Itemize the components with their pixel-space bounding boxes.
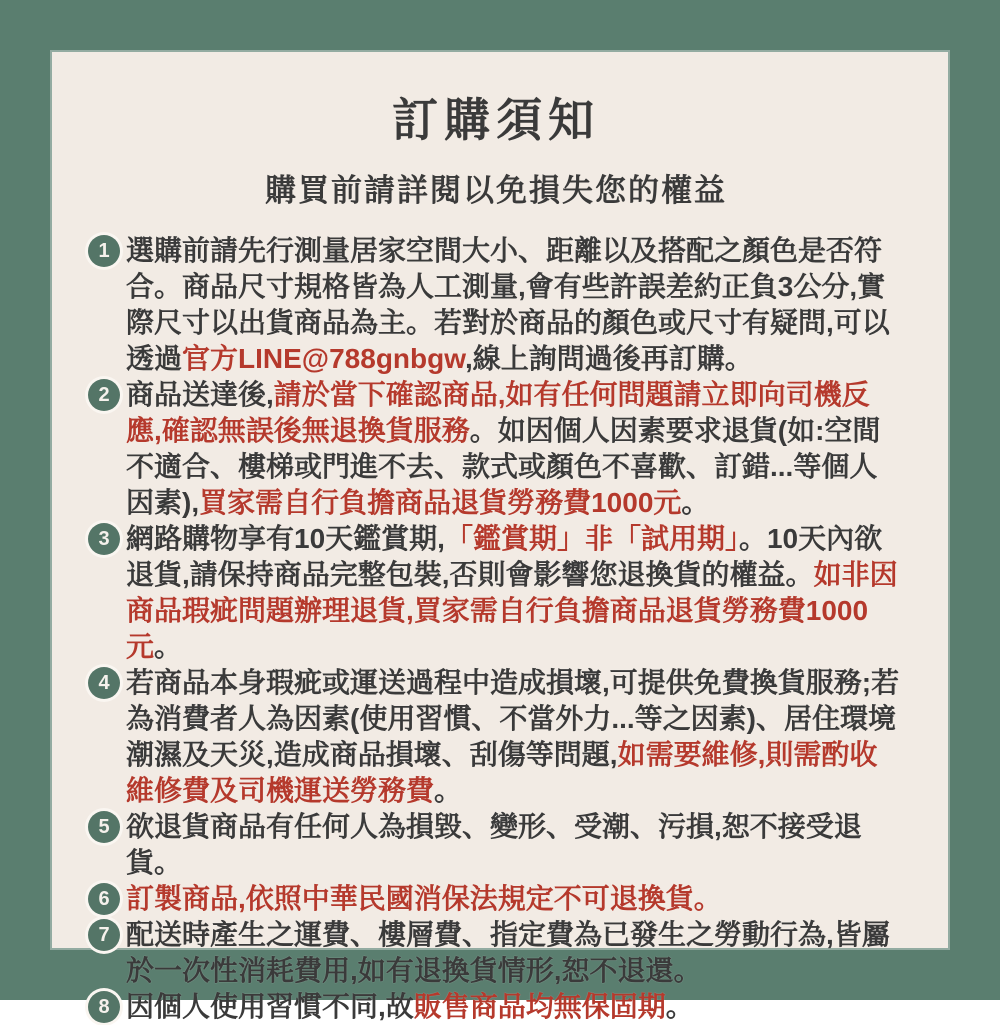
item-number-badge: 3 — [88, 523, 120, 555]
notice-panel — [52, 52, 948, 1022]
item-text-segment-red: 販售商品均無保固期 — [413, 991, 666, 1022]
item-text — [126, 233, 904, 377]
item-text-segment-red: 請於當下確認商品,如有任何問題請立即向司機反應,確認無誤後無退換貨服務 — [126, 379, 870, 446]
item-number-badge: 4 — [88, 667, 120, 699]
item-text-segment-dark: 選購前請先行測量居家空間大小、距離以及搭配之顏色是否符合。商品尺寸規格皆為人工測量,會有些許誤差約正負3公分,實際尺寸以出貨商品為主。若對於商品的顏色或尺寸有疑問,可以透過 — [126, 235, 890, 374]
list-item — [88, 809, 904, 881]
list-item — [88, 989, 904, 1025]
item-text-segment-dark: 。10天內欲退貨,請保持商品完整包裝,否則會影響您退換貨的權益。 — [126, 523, 883, 590]
notice-list — [88, 233, 904, 1025]
item-text — [126, 917, 904, 989]
item-text-segment-red: 如需要維修,則需酌收維修費及司機運送勞務費 — [126, 739, 878, 806]
item-text — [126, 809, 904, 881]
item-number-badge: 5 — [88, 811, 120, 843]
item-text-segment-dark: 。 — [681, 487, 710, 518]
item-text-segment-dark: 欲退貨商品有任何人為損毀、變形、受潮、污損,恕不接受退貨。 — [126, 811, 862, 878]
item-number-badge: 6 — [88, 883, 120, 915]
item-text-segment-red: 如非因商品瑕疵問題辦理退貨,買家需自行負擔商品退貨勞務費1000元 — [126, 559, 898, 662]
list-item — [88, 521, 904, 665]
item-text — [126, 989, 904, 1025]
list-item — [88, 917, 904, 989]
item-text-segment-dark: ,線上詢問過後再訂購。 — [464, 343, 753, 374]
list-item — [88, 881, 904, 917]
page-subtitle: 購買前請詳閱以免損失您的權益 — [265, 173, 727, 208]
item-text-segment-red: 買家需自行負擔商品退貨勞務費1000元 — [199, 487, 682, 518]
item-text — [126, 521, 904, 665]
list-item — [88, 233, 904, 377]
item-text — [126, 665, 904, 809]
item-text-segment-dark: 。 — [434, 775, 463, 806]
item-text-segment-red: 官方LINE@788gnbgw — [182, 343, 465, 374]
page-title: 訂購須知 — [392, 94, 600, 146]
item-text-segment-dark: 配送時產生之運費、樓層費、指定費為已發生之勞動行為,皆屬於一次性消耗費用,如有退換貨情形,恕不退還。 — [126, 919, 890, 986]
item-text-segment-red: 「鑑賞期」非「試用期」 — [444, 523, 739, 554]
item-text-segment-dark: 。如因個人因素要求退貨(如:空間不適合、樓梯或門進不去、款式或顏色不喜歡、訂錯...等個人因素), — [126, 415, 881, 518]
item-text-segment-dark: 商品送達後, — [126, 379, 274, 410]
item-number-badge: 2 — [88, 379, 120, 411]
item-text-segment-dark: 。 — [154, 631, 183, 662]
item-text-segment-dark: 。 — [665, 991, 694, 1022]
list-item — [88, 377, 904, 521]
list-item — [88, 665, 904, 809]
item-text — [126, 881, 904, 917]
item-number-badge: 1 — [88, 235, 120, 267]
item-text-segment-red: 訂製商品,依照中華民國消保法規定不可退換貨。 — [126, 883, 722, 914]
item-text — [126, 377, 904, 521]
item-text-segment-dark: 若商品本身瑕疵或運送過程中造成損壞,可提供免費換貨服務;若為消費者人為因素(使用習慣、不當外力...等之因素)、居住環境潮濕及天災,造成商品損壞、刮傷等問題, — [126, 667, 900, 770]
item-text-segment-dark: 網路購物享有10天鑑賞期, — [126, 523, 445, 554]
item-text-segment-dark: 因個人使用習慣不同,故 — [126, 991, 414, 1022]
item-number-badge: 7 — [88, 919, 120, 951]
item-number-badge: 8 — [88, 991, 120, 1023]
